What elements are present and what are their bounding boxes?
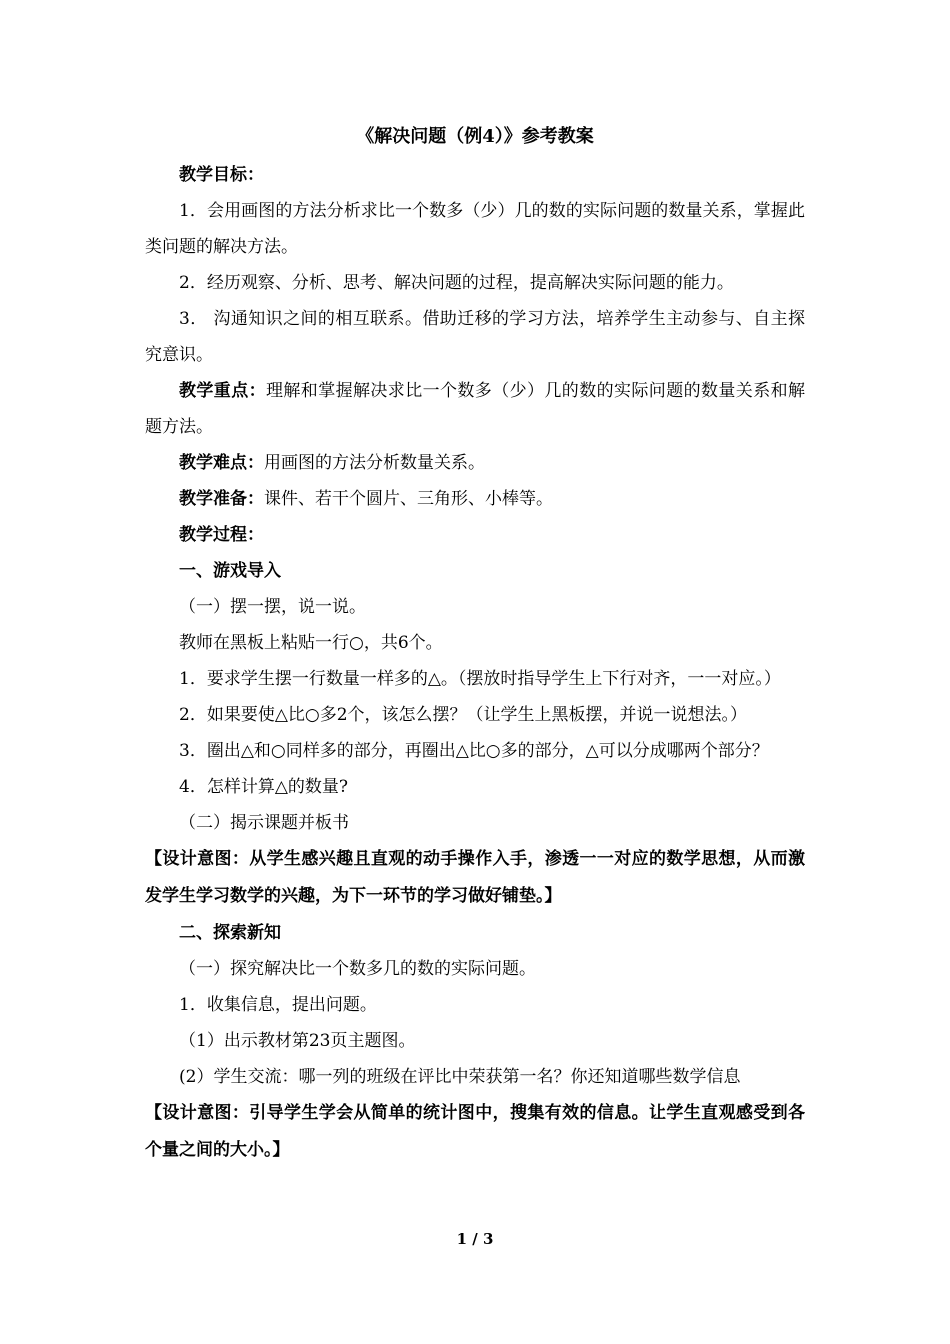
objective-2: 2．经历观察、分析、思考、解决问题的过程，提高解决实际问题的能力。 [179,273,734,293]
key-points-label: 教学重点： [179,381,266,401]
preparation-text: 课件、若干个圆片、三角形、小棒等。 [264,489,553,509]
s2-item-1-2: (2）学生交流：哪一列的班级在评比中荣获第一名？你还知道哪些数学信息 [179,1067,741,1087]
s1-item-3: 3．圈出△和○同样多的部分，再圈出△比○多的部分，△可以分成哪两个部分？ [179,741,769,761]
key-points-paragraph [145,373,805,445]
difficulty-label: 教学难点： [179,453,264,473]
s1-sub-1: （一）摆一摆，说一说。 [179,597,366,617]
preparation-label: 教学准备： [179,489,264,509]
s1-item-1: 1．要求学生摆一行数量一样多的△。（摆放时指导学生上下行对齐，一一对应。） [179,669,781,689]
process-heading: 教学过程： [179,525,264,545]
s2-item-1-1: （1）出示教材第23页主题图。 [179,1031,416,1051]
section-1-heading: 一、游戏导入 [179,561,281,581]
objectives-heading: 教学目标： [179,165,264,185]
s1-item-4: 4．怎样计算△的数量? [179,777,349,797]
s2-item-1: 1．收集信息，提出问题。 [179,995,377,1015]
s1-sub-2: （二）揭示课题并板书 [179,813,349,833]
design-intent-1: 【设计意图：从学生感兴趣且直观的动手操作入手，渗透一一对应的数学思想，从而激发学生学习数学的兴趣，为下一环节的学习做好铺垫。】 [145,849,805,906]
document-title: 《解决问题（例4）》参考教案 [356,126,594,147]
section-2-heading: 二、探索新知 [179,923,281,943]
s1-line-1: 教师在黑板上粘贴一行○，共6个。 [179,633,443,653]
s2-sub-1: （一）探究解决比一个数多几的数的实际问题。 [179,959,536,979]
key-points-text: 理解和掌握解决求比一个数多（少）几的数的实际问题的数量关系和解题方法。 [145,381,805,437]
objective-3: 3． 沟通知识之间的相互联系。借助迁移的学习方法，培养学生主动参与、自主探究意识。 [145,309,805,365]
design-intent-2: 【设计意图：引导学生学会从简单的统计图中，搜集有效的信息。让学生直观感受到各个量之间的大小。】 [145,1103,805,1160]
page-number: 1 / 3 [456,1230,494,1248]
difficulty-text: 用画图的方法分析数量关系。 [264,453,485,473]
objective-1: 1．会用画图的方法分析求比一个数多（少）几的数的实际问题的数量关系，掌握此类问题的解决方法。 [145,201,805,257]
document-body [145,157,805,1169]
difficulty-paragraph [145,445,805,481]
s1-item-2: 2．如果要使△比○多2个，该怎么摆？（让学生上黑板摆，并说一说想法。） [179,705,748,725]
preparation-paragraph [145,481,805,517]
